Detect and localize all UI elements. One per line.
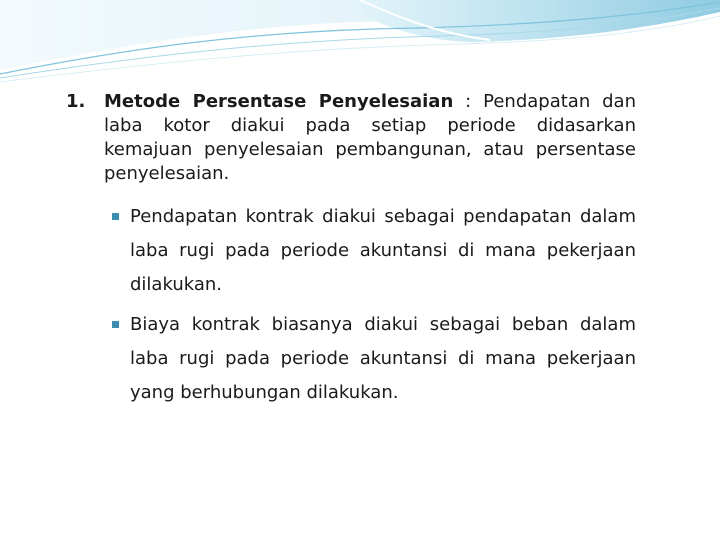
square-bullet-icon (112, 200, 130, 302)
bullet-item (112, 308, 636, 410)
square-bullet-icon (112, 308, 130, 410)
bullet-text: Biaya kontrak biasanya diakui sebagai beban dalam laba rugi pada periode akuntansi di mana pekerjaan yang berhubungan dilakukan. (130, 314, 636, 403)
point-number: 1. (66, 91, 86, 112)
bullet-text: Pendapatan kontrak diakui sebagai pendapatan dalam laba rugi pada periode akuntansi di mana pekerjaan dilakukan. (130, 206, 636, 295)
bullet-list (66, 200, 636, 410)
numbered-point (66, 90, 636, 186)
point-body (104, 90, 636, 186)
header-swoosh-decoration (0, 0, 720, 90)
point-term: Metode Persentase Penyelesaian (104, 91, 454, 112)
bullet-item (112, 200, 636, 302)
point-text: : Pendapatan dan laba kotor diakui pada setiap periode didasarkan kemajuan penyelesaian pembangunan, atau persentase penyelesaian. (104, 91, 636, 184)
content-area (66, 90, 636, 416)
